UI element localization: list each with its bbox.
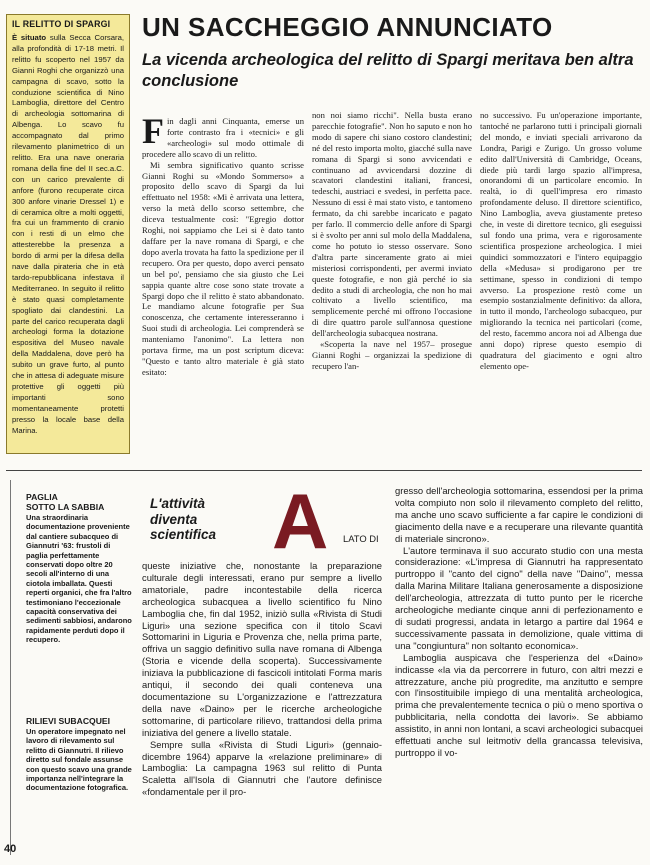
sidebar-title: IL RELITTO DI SPARGI xyxy=(12,19,111,29)
article-column-3 xyxy=(480,110,642,458)
article-paragraph: Sempre sulla «Rivista di Studi Liguri» (gennaio-dicembre 1964) apparve la «relazione preliminare» di Lamboglia: La campagna 1963 sul relitto di Punta Scaletta all'Isola di Giannutri che l'autore definisce «fondamentale per il pro- xyxy=(142,738,382,798)
margin-rule xyxy=(10,480,11,855)
dropcap-a: A xyxy=(272,477,329,565)
article-paragraph: gresso dell'archeologia sottomarina, essendosi per la prima volta compiuto non solo il rilevamento completo del relitto, ma anche uno scavo sufficiente a far capire le condizioni di giacimento della nave e a recuperare una rilevante quantità di materiale sincrono». xyxy=(395,485,643,544)
article-paragraph: Mi sembra significativo quanto scrisse Gianni Roghi su «Mondo Sommerso» a proposito dello scavo di Spargi da lui effettuato nel 1958: «Mi è arrivata una lettera, verso la metà dello scorso settembre, che diceva testualmente così: "Egregio dottor Roghi, noi sappiamo che Lei si è dato tanto daffare per la nave romana di Spargi, e che dopo averla trovata ha fatto la spedizione per il recupero. Ora per questo, dopo averci pensato un bel po', pensiamo che sia giusto che Lei sappia quante altre cose sono state trovate a Spargi dopo che il relitto è stato abbandonato. Le mandiamo alcune fotografie per Sua conoscenza, che certamente interesseranno i Suoi studi di archeologia. Lei comprenderà se manteniamo l'anonimo". La lettera non portava firme, ma un post scriptum diceva: "Questo e tanto altro materiale è già stato esitato: xyxy=(142,159,304,377)
dropcap-continuation: LATO DI xyxy=(343,533,379,544)
section-subhead: L'attività diventa scientifica xyxy=(150,496,217,542)
bottom-column-2 xyxy=(395,485,643,858)
caption-paglia-title: PAGLIA SOTTO LA SABBIA xyxy=(26,492,105,512)
article-paragraph: no successivo. Fu un'operazione importante, tantoché ne parlarono tutti i principali giornali del mondo, e inviati speciali arrivarono da Londra, Parigi e Zurigo. Un grosso volume edito dall'Università di Cambridge, Oceans, diede più tardi largo spazio all'impresa, onorandomi di un particolare encomio. In realtà, io di quell'impresa ero rimasto profondamente deluso. Il direttore scientifico, Nino Lamboglia, aveva giustamente preteso che, in veste di direttore tecnico, gli eseguissi sul fondo una prima, vera e rigorosamente scientifica prospezione archeologica. I miei quindici sommozzatori e l'intero equipaggio della «Medusa» si prodigarono per tre settimane, spesso in condizioni di tempo avverso. La prospezione restò come un esempio sostanzialmente definitivo: da allora, in tutto il mondo, l'archeologo subacqueo, pur migliorando la tecnica nei particolari (come, del resto, facemmo ancora noi ad Albenga due anni dopo) riprese questo esempio di quadratura del giacimento e ogni altro elemento ope- xyxy=(480,110,642,371)
sidebar-text: sulla Secca Corsara, alla profondità di 17-18 metri. Il relitto fu scoperto nel 1957 da Gianni Roghi che organizzò una campagna di scavo, sotto la conduzione scientifica di Nino Lamboglia, direttore del Centro di archeologia sottomarina di Albenga. Lo scavo fu accompagnato dal primo rilevamento planimetrico di un relitto. Era una nave oneraria romana della fine del II sec.a.C. con un carico prevalente di anfore (furono recuperate circa 300 anfore vinarie Dressel 1) e di ceramica oltre a molti oggetti, fra cui un frammento di cranio con i resti di un elmo che attesterebbe la presenza a bordo di armi per la difesa della nave dalla pirateria che in età tardo-repubblicana infestava il Mediterraneo. In seguito il relitto è stato quasi completamente spogliato dai clandestini. La parte del carico recuperata dagli archeologi forma la dotazione espositiva del Museo navale della Maddalena, dove però ha subito un grave furto, al punto che in attesa di adeguate misure protettive gli oggetti più importanti sono momentaneamente protetti presso la locale base della Marina. xyxy=(12,33,125,435)
caption-rilievi xyxy=(26,716,134,793)
sidebar-box xyxy=(6,14,130,454)
article-paragraph: queste iniziative che, nonostante la preparazione culturale degli interessati, erano pur sempre a livello amatoriale, padre incontestabile della ricerca archeologica subacquea a livello scientifico fu Nino Lamboglia che, fin dal 1952, iniziò sulla «Rivista di Studi Liguri» una sezione specifica con il titolo Scavi Sottomarini in Liguria e Provenza che, nella prima parte, offriva un saggio definitivo sulla nave romana di Albenga (Storia e vicende della scoperta). Successivamente iniziava la pubblicazione di fascicoli intitolati Forma maris antiqui, il secondo dei quali conteneva una documentazione su L'organizzazione e l'attrezzatura della nave «Daino» per le ricerche archeologiche sottomarine, di particolare rilievo, trattandosi della prima iniziativa del genere a livello statale. xyxy=(142,560,382,738)
article-column-1 xyxy=(142,116,304,458)
sidebar-body xyxy=(12,33,124,437)
subhead: La vicenda archeologica del relitto di Spargi meritava ben altra conclusione xyxy=(142,51,634,90)
headline: UN SACCHEGGIO ANNUNCIATO xyxy=(142,12,553,42)
section-divider xyxy=(6,470,642,471)
caption-rilievi-body: Un operatore impegnato nel lavoro di rilevamento sul relitto di Giannutri. Il rilievo diretto sul fondale assunse con questo scavo una grande importanza nell'integrare la documentazione fotografica. xyxy=(26,727,132,793)
caption-rilievi-title: RILIEVI SUBACQUEI xyxy=(26,716,111,726)
article-paragraph: Lamboglia auspicava che l'esperienza del «Daino» indicasse «la via da percorrere in futuro, con altri mezzi e attrezzature, anche più progredite, ma anzitutto e sempre con l'insostituibile impiego di una mentalità archeologica, prima che prevalentemente tecnica o più o meno sportiva o pubblicitaria, nella condotta dei lavori». Se abbiamo assistito, in anni non lontani, a scavi archeologici subacquei effettuati anche sul leitmotiv della grancassa televisiva, purtroppo il vo- xyxy=(395,651,643,758)
sidebar-lead: È situato xyxy=(12,33,47,42)
caption-paglia-body: Una straordinaria documentazione proveniente dal cantiere subacqueo di Giannutri '63: frustoli di paglia perfettamente conservati dopo oltre 20 secoli all'interno di una ciotola imballata. Questi reperti organici, che fra l'altro testimoniano l'eccezionale capacità conservativa dei sedimenti sabbiosi, andarono rapidamente perduti dopo il recupero. xyxy=(26,513,132,645)
article-paragraph: non noi siamo ricchi". Nella busta erano parecchie fotografie". Non ho saputo e non ho modo di sapere chi siano costoro clandestini; né del resto importa molto, giacché sulla nave romana di Spargi si sono avvicendati e continuano ad avvicendarsi dozzine di scavatori clandestini italiani, francesi, tedeschi, austriaci e svedesi, in perfetta pace. Nessuno di essi è mai stato visto, e tantomeno fermato, da chi sarebbe incaricato e pagato per farlo. Il commercio delle anfore di Spargi si è svolto per anni sul molo della Maddalena, come ho potuto io stesso osservare. Sono d'altra parte sinceramente grato ai miei misteriosi corrispondenti, per avermi inviato queste fotografie, e non già perché io sia dedito a studi di archeologia, che non ho mai coltivato a livello scientifico, ma semplicemente perché mi offrono l'occasione di dire quattro parole sull'annosa questione dell'archeologia subacquea nostrana. xyxy=(312,110,472,339)
article-paragraph: L'autore terminava il suo accurato studio con una mesta considerazione: «L'impresa di Giannutri ha rappresentato purtroppo il "canto del cigno" della nave "Daino", messa dalla Marina Militare Italiana generosamente a disposizione dell'archeologia, attrezzata di tutto punto per le ricerche archeologiche mediante cinque anni di perfezionamento e di sudati progressi, andata in letargo a partire dal 1964 e successivamente passata in demolizione, quale vittima di una "congiuntura" non soltanto economica». xyxy=(395,544,643,651)
dropcap-f: F xyxy=(142,116,164,151)
bottom-column-1 xyxy=(142,560,382,858)
caption-paglia xyxy=(26,492,134,645)
article-column-2 xyxy=(312,110,472,458)
article-paragraph: Fin dagli anni Cinquanta, emerse un forte contrasto fra i «tecnici» e gli «archeologi» sul modo ottimale di procedere allo scavo di un relitto. xyxy=(142,116,304,159)
article-paragraph: «Scoperta la nave nel 1957– prosegue Gianni Roghi – organizzai la spedizione di recupero l'an- xyxy=(312,339,472,371)
page-number: 40 xyxy=(4,843,17,855)
